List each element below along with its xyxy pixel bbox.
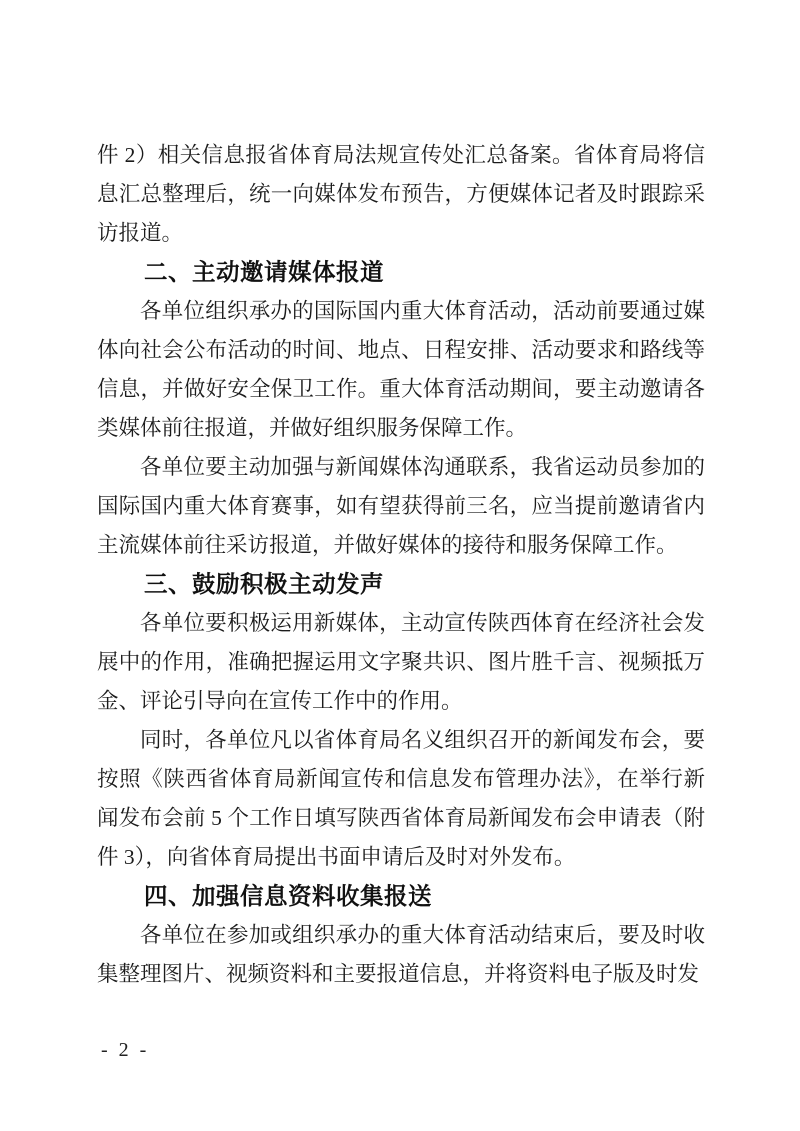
section-heading: 三、鼓励积极主动发声 — [144, 571, 384, 597]
body-paragraph: 同时，各单位凡以省体育局名义组织召开的新闻发布会，要按照《陕西省体育局新闻宣传和信息发布管理办法》，在举行新闻发布会前 5 个工作日填写陕西省体育局新闻发布会申请表（附件 3），向省体育局提出书面申请后及时对外发布。 — [97, 728, 705, 869]
section-heading: 四、加强信息资料收集报送 — [144, 883, 432, 909]
body-paragraph: 件 2）相关信息报省体育局法规宣传处汇总备案。省体育局将信息汇总整理后，统一向媒体发布预告，方便媒体记者及时跟踪采访报道。 — [97, 143, 705, 245]
body-paragraph: 各单位要主动加强与新闻媒体沟通联系，我省运动员参加的国际国内重大体育赛事，如有望获得前三名，应当提前邀请省内主流媒体前往采访报道，并做好媒体的接待和服务保障工作。 — [97, 455, 705, 557]
body-paragraph: 各单位组织承办的国际国内重大体育活动，活动前要通过媒体向社会公布活动的时间、地点、日程安排、活动要求和路线等信息，并做好安全保卫工作。重大体育活动期间，要主动邀请各类媒体前往报道，并做好组织服务保障工作。 — [97, 299, 705, 440]
page-number: - 2 - — [101, 1039, 150, 1061]
body-paragraph: 各单位在参加或组织承办的重大体育活动结束后，要及时收集整理图片、视频资料和主要报道信息，并将资料电子版及时发 — [97, 923, 705, 986]
section-heading: 二、主动邀请媒体报道 — [144, 259, 384, 285]
body-paragraph: 各单位要积极运用新媒体，主动宣传陕西体育在经济社会发展中的作用，准确把握运用文字聚共识、图片胜千言、视频抵万金、评论引导向在宣传工作中的作用。 — [97, 611, 705, 713]
document-body — [97, 136, 705, 994]
